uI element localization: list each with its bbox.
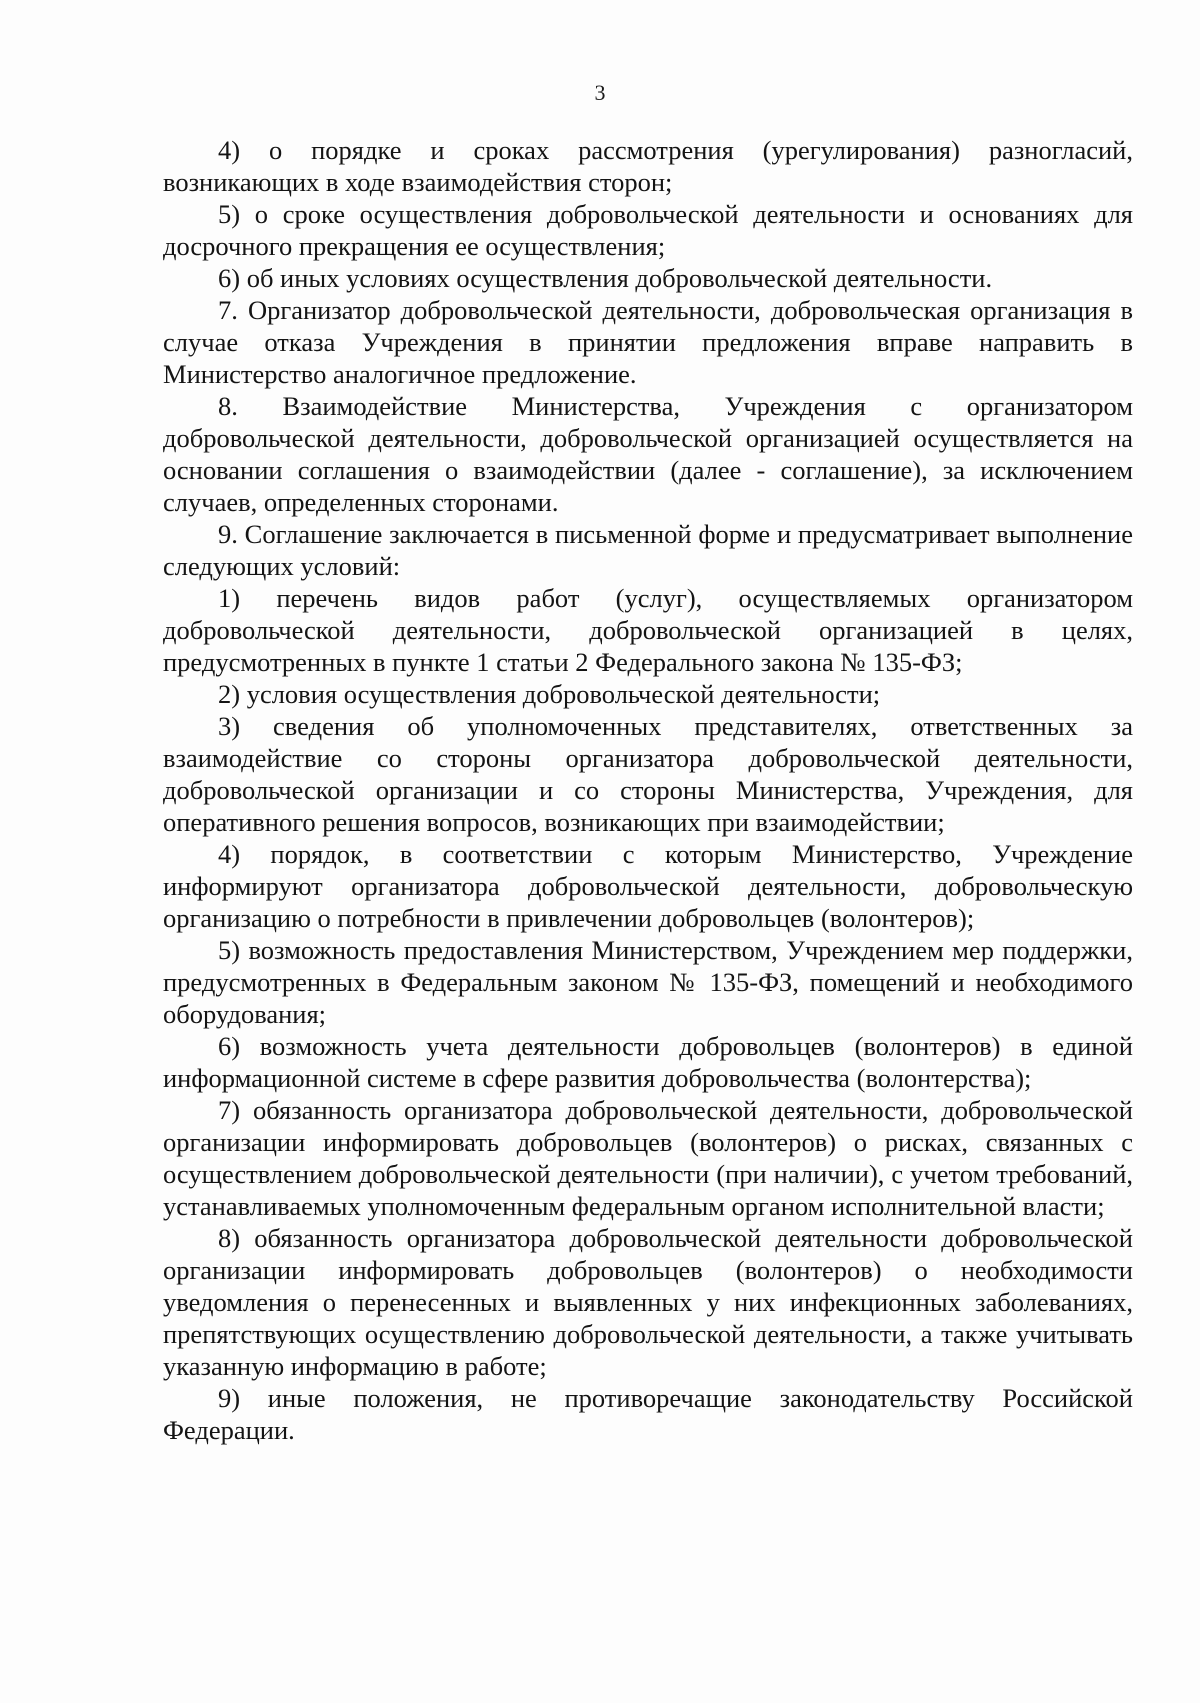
paragraph: 7) обязанность организатора добровольческой деятельности, добровольческой организации информировать добровольцев (волонтеров) о рисках, связанных с осуществлением добровольческой деятельности (при наличии), с учетом требований, устанавливаемых уполномоченным федеральным органом исполнительной власти; [163,1095,1133,1221]
paragraph: 3) сведения об уполномоченных представителях, ответственных за взаимодействие со стороны организатора добровольческой деятельности, добровольческой организации и со стороны Министерства, Учреждения, для оперативного решения вопросов, возникающих при взаимодействии; [163,711,1133,837]
paragraph: 9) иные положения, не противоречащие законодательству Российской Федерации. [163,1383,1133,1445]
paragraph: 7. Организатор добровольческой деятельности, добровольческая организация в случае отказа Учреждения в принятии предложения вправе направить в Министерство аналогичное предложение. [163,295,1133,389]
paragraph: 4) о порядке и сроках рассмотрения (урегулирования) разногласий, возникающих в ходе взаимодействия сторон; [163,135,1133,197]
paragraph: 2) условия осуществления добровольческой деятельности; [218,679,881,709]
paragraph: 8) обязанность организатора добровольческой деятельности добровольческой организации информировать добровольцев (волонтеров) о необходимости уведомления о перенесенных и выявленных у них инфекционных заболеваниях, препятствующих осуществлению добровольческой деятельности, а также учитывать указанную информацию в работе; [163,1223,1133,1381]
paragraph: 4) порядок, в соответствии с которым Министерство, Учреждение информируют организатора добровольческой деятельности, добровольческую организацию о потребности в привлечении добровольцев (волонтеров); [163,839,1133,933]
paragraph: 6) возможность учета деятельности добровольцев (волонтеров) в единой информационной системе в сфере развития добровольчества (волонтерства); [163,1031,1133,1093]
document-body [163,134,1133,1446]
paragraph: 1) перечень видов работ (услуг), осуществляемых организатором добровольческой деятельности, добровольческой организацией в целях, предусмотренных в пункте 1 статьи 2 Федерального закона № 135-ФЗ; [163,583,1133,677]
paragraph: 9. Соглашение заключается в письменной форме и предусматривает выполнение следующих условий: [163,519,1133,581]
paragraph: 5) возможность предоставления Министерством, Учреждением мер поддержки, предусмотренных в Федеральным законом № 135-ФЗ, помещений и необходимого оборудования; [163,935,1133,1029]
page-number: 3 [594,80,606,105]
paragraph: 6) об иных условиях осуществления добровольческой деятельности. [218,263,993,293]
paragraph: 5) о сроке осуществления добровольческой деятельности и основаниях для досрочного прекращения ее осуществления; [163,199,1133,261]
paragraph: 8. Взаимодействие Министерства, Учреждения с организатором добровольческой деятельности, добровольческой организацией осуществляется на основании соглашения о взаимодействии (далее - соглашение), за исключением случаев, определенных сторонами. [163,391,1133,517]
